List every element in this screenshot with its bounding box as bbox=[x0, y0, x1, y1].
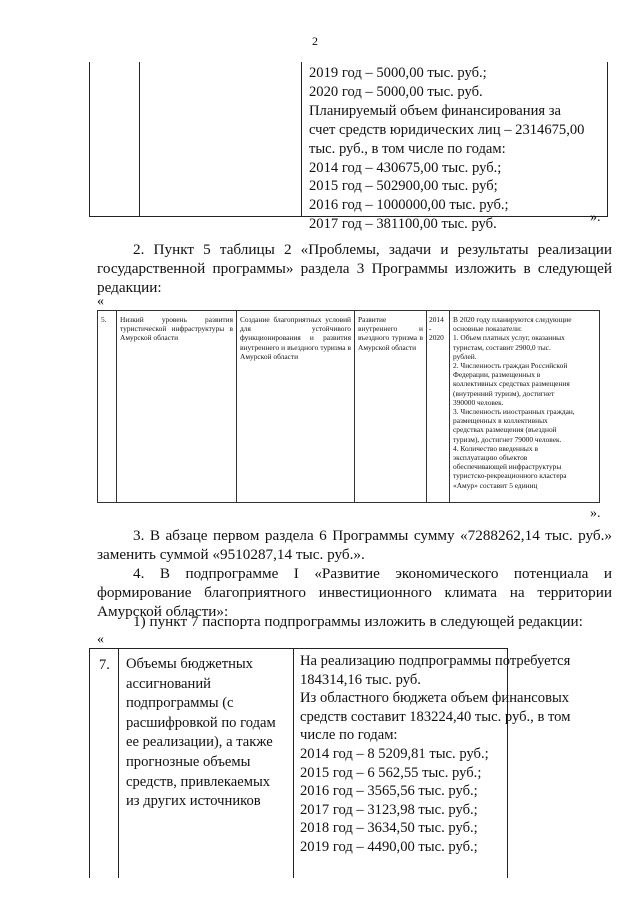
desc-line: 2015 год – 6 562,55 тыс. руб.; bbox=[300, 764, 482, 781]
financing-cell bbox=[309, 64, 605, 234]
table-line: тыс. руб., в том числе по годам: bbox=[309, 140, 506, 157]
close-quote: ». bbox=[590, 210, 601, 225]
name-line: ассигнований bbox=[126, 675, 211, 692]
name-line: подпрограммы (с bbox=[126, 695, 234, 712]
result-line: 4. Количество введенных в bbox=[453, 443, 538, 453]
result-line: Федерации, размещенных в bbox=[453, 370, 541, 380]
result-line: туристско-рекреационного кластера bbox=[453, 471, 567, 481]
desc-line: 2019 год – 4490,00 тыс. руб.; bbox=[300, 838, 478, 855]
problem-cell: Низкий уровень развития туристической инфраструктуры в Амурской области bbox=[120, 315, 233, 343]
result-line: туристам, составит 2900,0 тыс. bbox=[453, 342, 551, 352]
table-divider bbox=[118, 649, 119, 878]
paragraph-2: 2. Пункт 5 таблицы 2 «Проблемы, задачи и результаты реализации государственной программы» раздела 3 Программы изложить в следующей редакции: bbox=[97, 241, 612, 296]
desc-line: На реализацию подпрограммы потребуется bbox=[300, 653, 571, 669]
task-cell: Создание благоприятных условий для устойчивого функционирования и развития внутреннего и въездного туризма в Амурской области bbox=[240, 315, 351, 361]
table-line: 2016 год – 1000000,00 тыс. руб.; bbox=[309, 197, 509, 214]
table-divider bbox=[354, 311, 355, 502]
table-line: 2017 год – 381100,00 тыс. руб. bbox=[309, 216, 497, 233]
financing-table-continuation bbox=[89, 62, 608, 233]
table-line: Планируемый объем финансирования за bbox=[309, 102, 562, 119]
result-line: обеспечивающей инфраструктуры bbox=[453, 462, 562, 472]
name-line: прогнозные объемы bbox=[126, 753, 251, 770]
table-divider bbox=[236, 311, 237, 502]
table-divider bbox=[301, 62, 302, 216]
desc-line: Из областного бюджета объем финансовых bbox=[300, 690, 570, 707]
table-divider bbox=[449, 311, 450, 502]
passport-table bbox=[89, 648, 571, 878]
paragraph-3: 3. В абзаце первом раздела 6 Программы сумму «7288262,14 тыс. руб.» заменить суммой «9510287,14 тыс. руб.». bbox=[97, 527, 612, 563]
table-line: 2020 год – 5000,00 тыс. руб. bbox=[309, 83, 483, 100]
result-line: 3. Численность иностранных граждан, bbox=[453, 407, 575, 417]
result-line: 1. Объем платных услуг, оказанных bbox=[453, 333, 565, 343]
result-line: (внутренний туризм), достигнет bbox=[453, 388, 555, 398]
name-line: средств, привлекаемых bbox=[126, 773, 271, 790]
result-line: 390000 человек. bbox=[453, 397, 504, 407]
result-line: «Амур» составит 5 единиц bbox=[453, 480, 538, 490]
name-line: из других источников bbox=[126, 793, 261, 810]
table-divider bbox=[139, 62, 140, 216]
name-line: расшифровкой по годам bbox=[126, 714, 276, 731]
desc-line: 2016 год – 3565,56 тыс. руб.; bbox=[300, 783, 478, 800]
result-line: 2. Численность граждан Российской bbox=[453, 361, 568, 371]
open-quote: « bbox=[97, 294, 104, 309]
desc-line: числе по годам: bbox=[300, 727, 398, 744]
period-cell: 2014 - 2020 bbox=[429, 315, 444, 343]
table-divider bbox=[426, 311, 427, 502]
description-cell bbox=[300, 652, 571, 857]
problems-table bbox=[97, 310, 600, 503]
result-line: рублей. bbox=[453, 351, 477, 361]
name-line: Объемы бюджетных bbox=[126, 656, 253, 672]
results-cell bbox=[453, 315, 598, 490]
result-line: размещенных в коллективных bbox=[453, 416, 548, 426]
row-number: 7. bbox=[99, 657, 110, 673]
page-number: 2 bbox=[312, 34, 318, 48]
desc-line: 2018 год – 3634,50 тыс. руб.; bbox=[300, 820, 478, 837]
goal-cell: Развитие внутреннего и въездного туризма в Амурской области bbox=[358, 315, 423, 352]
table-line: 2019 год – 5000,00 тыс. руб.; bbox=[309, 65, 487, 81]
table-divider bbox=[293, 649, 294, 878]
desc-line: 2014 год – 8 5209,81 тыс. руб.; bbox=[300, 745, 489, 762]
open-quote: « bbox=[97, 632, 104, 647]
result-line: туризм), достигнет 79000 человек. bbox=[453, 434, 562, 444]
name-cell bbox=[126, 655, 284, 812]
name-line: ее реализации), а также bbox=[126, 734, 273, 751]
close-quote: ». bbox=[590, 506, 601, 521]
paragraph-4: 4. В подпрограмме I «Развитие экономического потенциала и формирование благоприятного инвестиционного климата на территории Амурской области»: bbox=[97, 565, 612, 620]
table-line: 2014 год – 430675,00 тыс. руб.; bbox=[309, 159, 502, 176]
row-number: 5. bbox=[101, 315, 107, 324]
desc-line: 2017 год – 3123,98 тыс. руб.; bbox=[300, 801, 478, 818]
result-line: эксплуатацию объектов bbox=[453, 453, 528, 463]
result-line: В 2020 году планируются следующие bbox=[453, 315, 572, 324]
desc-line: 184314,16 тыс. руб. bbox=[300, 671, 421, 688]
paragraph-5: 1) пункт 7 паспорта подпрограммы изложить в следующей редакции: bbox=[133, 613, 583, 630]
result-line: средствах размещения (въездной bbox=[453, 425, 557, 435]
result-line: коллективных средствах размещения bbox=[453, 379, 570, 389]
table-line: 2015 год – 502900,00 тыс. руб; bbox=[309, 178, 498, 195]
table-divider bbox=[116, 311, 117, 502]
desc-line: средств составит 183224,40 тыс. руб., в том bbox=[300, 708, 571, 725]
result-line: основные показатели: bbox=[453, 324, 522, 334]
table-line: счет средств юридических лиц – 2314675,00 bbox=[309, 121, 585, 138]
